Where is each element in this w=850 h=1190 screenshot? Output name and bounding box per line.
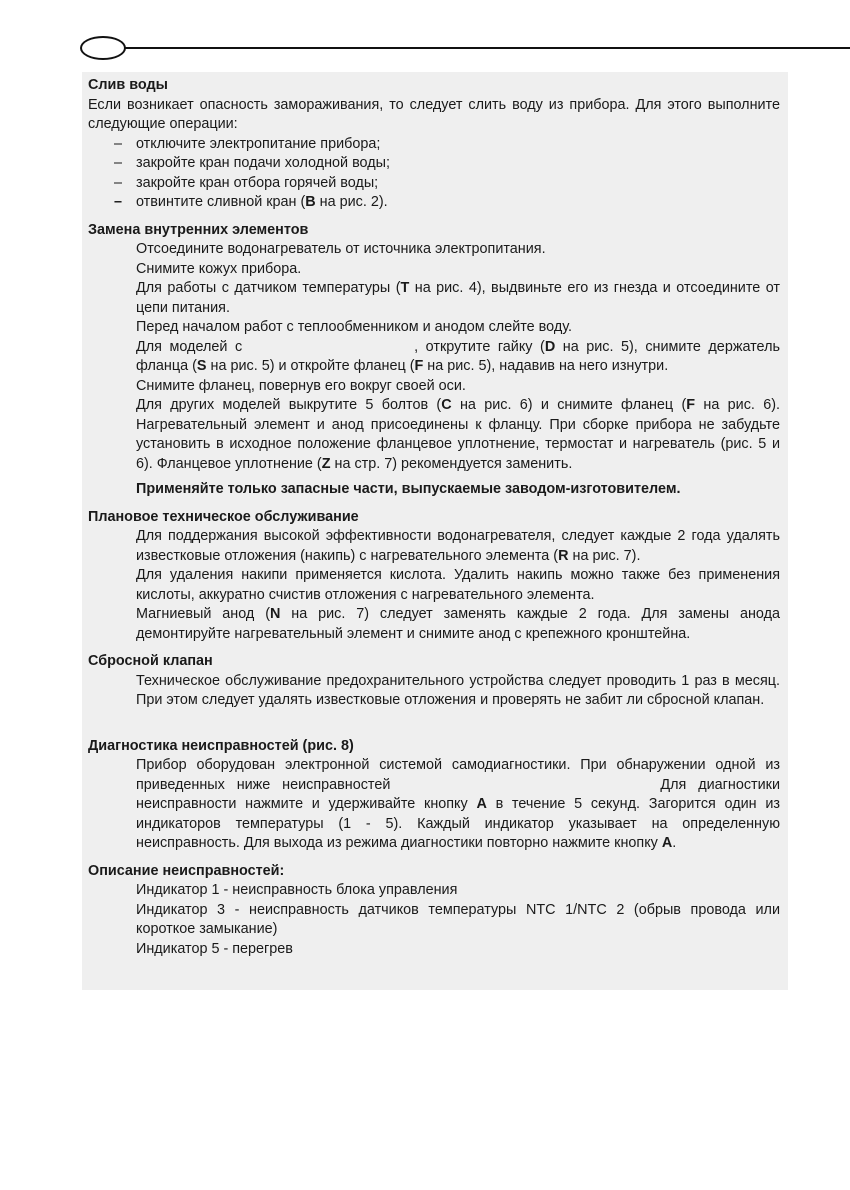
label-f: F <box>414 358 424 374</box>
maintenance-body <box>88 527 780 644</box>
valve-body <box>88 672 780 711</box>
diag-p1 <box>136 756 780 854</box>
label-a: A <box>476 796 487 812</box>
replace-p5a: Для моделей с <box>136 338 243 355</box>
section-title-replace: Замена внутренних элементов <box>88 221 309 238</box>
section-title-valve: Сбросной клапан <box>88 653 213 669</box>
list-item <box>88 154 780 174</box>
replace-p5b: , открутите гайку ( <box>414 338 545 355</box>
drain-item-4-rest: на рис. 2). <box>315 194 388 210</box>
valve-p1: Техническое обслуживание предохранительного устройства следует проводить 1 раз в месяц. При этом следует удалять известковые отложения и проверять не забит ли сбросной клапан. <box>136 672 780 708</box>
replace-p5d: на рис. 5) и откройте фланец ( <box>206 358 415 374</box>
dash-marker: – <box>114 135 123 152</box>
label-d: D <box>544 338 556 355</box>
replace-p2: Снимите кожух прибора. <box>136 260 302 277</box>
maintenance-p1 <box>136 527 780 566</box>
list-item <box>88 174 780 194</box>
diag-p1d: . <box>672 835 677 851</box>
drain-item-4 <box>136 193 388 213</box>
section-title-faults: Описание неисправностей: <box>88 862 285 879</box>
replace-body <box>88 240 780 500</box>
replace-p1: Отсоедините водонагреватель от источника электропитания. <box>136 241 546 257</box>
document-body <box>88 76 780 959</box>
faults-body <box>88 881 780 959</box>
list-item <box>88 193 780 213</box>
diag-p1a: Прибор оборудован электронной системой самодиагностики. При обнаружении одной из приведенных ниже неисправностей <box>136 757 780 793</box>
section-title-drain: Слив воды <box>88 77 168 93</box>
label-z: Z <box>321 455 331 472</box>
fault-item-1: Индикатор 1 - неисправность блока управления <box>136 882 458 898</box>
diag-p1b: Для диагностики неисправности нажмите и удерживайте кнопку <box>136 776 780 812</box>
replace-p3a: Для работы с датчиком температуры ( <box>136 280 401 296</box>
fault-item-2: Индикатор 3 - неисправность датчиков температуры NTC 1/NTC 2 (обрыв провода или короткое замыкание) <box>136 901 780 937</box>
label-f2: F <box>686 397 696 413</box>
maintenance-p1a: Для поддержания высокой эффективности водонагревателя, следует каждые 2 года удалять известковые отложения (накипь) с нагревательного элемента ( <box>136 528 780 564</box>
label-s: S <box>196 358 207 374</box>
replace-p3b: на рис. 4), выдвиньте его из гнезда и отсоедините от цепи питания. <box>136 280 780 316</box>
diag-body <box>88 756 780 854</box>
label-b: B <box>305 194 316 210</box>
replace-p7a: Для других моделей выкрутите 5 болтов ( <box>136 397 442 413</box>
dash-marker: – <box>114 174 123 191</box>
drain-item-1: отключите электропитание прибора; <box>136 135 381 152</box>
label-a2: A <box>661 835 673 851</box>
replace-p4: Перед началом работ с теплообменником и анодом слейте воду. <box>136 319 572 335</box>
maintenance-p2: Для удаления накипи применяется кислота. Удалить накипь можно также без применения кислоты, аккуратно счистив отложения с нагревательного элемента. <box>136 567 780 603</box>
list-item <box>88 135 780 155</box>
dash-marker: – <box>114 194 123 210</box>
replace-p5e: на рис. 5), надавив на него изнутри. <box>423 358 669 374</box>
replace-p7b: на рис. 6) и снимите фланец ( <box>451 397 687 413</box>
replace-p7 <box>136 396 780 474</box>
fault-item-3: Индикатор 5 - перегрев <box>136 940 293 957</box>
replace-p7c: на рис. 6). Нагревательный элемент и анод присоединены к фланцу. При сборке прибора не забудьте установить в исходное положение фланцевое уплотнение, термостат и нагреватель (рис. 5 и 6). Фланцевое уплотнение ( <box>136 397 780 472</box>
section-title-diag: Диагностика неисправностей (рис. 8) <box>88 737 354 754</box>
dash-marker: – <box>114 155 123 171</box>
replace-p6: Снимите фланец, повернув его вокруг своей оси. <box>136 377 466 394</box>
replace-note: Применяйте только запасные части, выпускаемые заводом-изготовителем. <box>136 481 681 497</box>
section-title-maintenance: Плановое техническое обслуживание <box>88 508 359 525</box>
maintenance-p3b: на рис. 7) следует заменять каждые 2 года. Для замены анода демонтируйте нагревательный элемент и снимите анод с крепежного кронштейна. <box>136 606 780 642</box>
diag-p1c: в течение 5 секунд. Загорится один из индикаторов температуры (1 - 5). Каждый индикатор указывает на определенную неисправность. Для выхода из режима диагностики повторно нажмите кнопку <box>136 796 780 851</box>
drain-item-4-text: отвинтите сливной кран ( <box>136 194 306 210</box>
label-t: T <box>400 280 410 296</box>
label-n: N <box>270 606 281 622</box>
drain-item-2: закройте кран подачи холодной воды; <box>136 155 390 171</box>
drain-intro: Если возникает опасность замораживания, то следует слить воду из прибора. Для этого выполните следующие операции: <box>88 96 780 132</box>
replace-p5c: на рис. 5), снимите держатель фланца ( <box>136 338 780 374</box>
page-number-oval <box>80 36 126 60</box>
replace-p5 <box>136 338 780 377</box>
maintenance-p1b: на рис. 7). <box>568 547 641 564</box>
label-c: C <box>441 397 452 413</box>
replace-p7d: на стр. 7) рекомендуется заменить. <box>330 455 573 472</box>
maintenance-p3 <box>136 605 780 644</box>
maintenance-p3a: Магниевый анод ( <box>136 606 271 622</box>
label-r: R <box>558 547 569 564</box>
replace-p3 <box>136 279 780 318</box>
header-rule <box>124 47 850 49</box>
drain-item-3: закройте кран отбора горячей воды; <box>136 174 379 191</box>
